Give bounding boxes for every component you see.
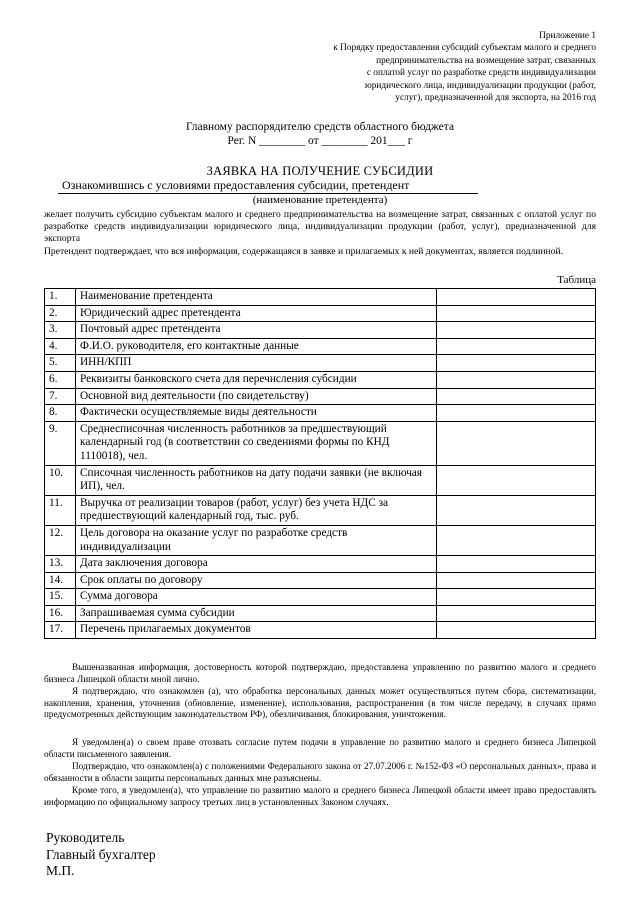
row-value-cell[interactable] (437, 338, 596, 355)
table-row (45, 322, 596, 339)
appendix-line: Приложение 1 (539, 31, 596, 41)
table-row (45, 305, 596, 322)
addressee-line: Главному распорядителю средств областного бюджета (185, 121, 455, 133)
row-number: 14. (45, 572, 76, 589)
table-row (45, 371, 596, 388)
row-label: Срок оплаты по договору (76, 572, 437, 589)
post-paragraph-1: Вышеназванная информация, достоверность которой подтверждаю, предоставлена управлению по развитию малого и среднего бизнеса Липецкой области мной лично. (44, 662, 596, 684)
row-value-cell[interactable] (437, 405, 596, 422)
row-value-cell[interactable] (437, 355, 596, 372)
row-value-cell[interactable] (437, 388, 596, 405)
row-number: 13. (45, 556, 76, 573)
appendix-line: юридического лица, индивидуализации продукции (работ, (364, 80, 596, 91)
row-value-cell[interactable] (437, 465, 596, 495)
table-row (45, 338, 596, 355)
appendix-header (266, 30, 596, 104)
row-number: 15. (45, 589, 76, 606)
intro-text: Ознакомившись с условиями предоставления субсидии, претендент (62, 178, 410, 192)
registration-line: Рег. N ________ от ________ 201___ г (227, 135, 413, 147)
row-value-cell[interactable] (437, 371, 596, 388)
row-label: Запрашиваемая сумма субсидии (76, 605, 437, 622)
row-value-cell[interactable] (437, 305, 596, 322)
post-paragraph-5: Кроме того, я уведомлен(а), что управление по развитию малого и среднего бизнеса Липецкой области имеет право предоставлять информацию по официальному запросу третьих лиц в установленных Законом случаях. (44, 785, 596, 807)
row-value-cell[interactable] (437, 421, 596, 465)
row-label: Юридический адрес претендента (76, 305, 437, 322)
row-value-cell[interactable] (437, 605, 596, 622)
head-signature-label: Руководитель (46, 830, 125, 845)
row-label: ИНН/КПП (76, 355, 437, 372)
row-label: Цель договора на оказание услуг по разработке средств индивидуализации (76, 525, 437, 555)
row-number: 4. (45, 338, 76, 355)
row-label: Фактически осуществляемые виды деятельности (76, 405, 437, 422)
appendix-line: предпринимательства на возмещение затрат, связанных (376, 55, 596, 66)
signatures-block (46, 830, 156, 880)
row-number: 2. (45, 305, 76, 322)
table-row (45, 405, 596, 422)
desire-paragraph: желает получить субсидию субъектам малого и среднего предпринимательства на возмещение затрат, связанных с оплатой услуг по разработке средств индивидуализации юридического лица, индивидуализации продукции (работ, услуг), предназначенной для экспорта (44, 209, 596, 244)
row-label: Наименование претендента (76, 289, 437, 306)
row-number: 7. (45, 388, 76, 405)
row-number: 17. (45, 622, 76, 639)
row-value-cell[interactable] (437, 589, 596, 606)
table-row (45, 525, 596, 555)
row-value-cell[interactable] (437, 289, 596, 306)
table-row (45, 622, 596, 639)
table-row (45, 589, 596, 606)
row-number: 3. (45, 322, 76, 339)
table-row (45, 605, 596, 622)
post-paragraph-3: Я уведомлен(а) о своем праве отозвать согласие путем подачи в управление по развитию малого и среднего бизнеса Липецкой области письменного заявления. (44, 737, 596, 759)
appendix-line: услуг), предназначенной для экспорта, на 2016 год (395, 93, 596, 104)
table-row (45, 495, 596, 525)
table-row (45, 465, 596, 495)
applicant-name-caption: (наименование претендента) (252, 194, 388, 206)
table-row (45, 355, 596, 372)
confirm-paragraph: Претендент подтверждает, что вся информация, содержащаяся в заявке и прилагаемых к ней документах, является подлинной. (44, 246, 564, 257)
appendix-line: с оплатой услуг по разработке средств индивидуализации (366, 68, 596, 79)
row-number: 8. (45, 405, 76, 422)
table-row (45, 572, 596, 589)
accountant-signature-label: Главный бухгалтер (46, 846, 156, 862)
table-label: Таблица (557, 274, 596, 286)
table-row (45, 556, 596, 573)
table-row (45, 421, 596, 465)
table-row (45, 289, 596, 306)
document-title: ЗАЯВКА НА ПОЛУЧЕНИЕ СУБСИДИИ (206, 164, 434, 178)
row-value-cell[interactable] (437, 572, 596, 589)
row-label: Среднесписочная численность работников за предшествующий календарный год (в соответствии со сведениями формы по КНД 1110018), чел. (76, 421, 437, 465)
row-label: Почтовый адрес претендента (76, 322, 437, 339)
application-table (44, 288, 596, 639)
row-number: 12. (45, 525, 76, 555)
appendix-line: к Порядку предоставления субсидий субъектам малого и среднего (333, 43, 596, 54)
row-label: Перечень прилагаемых документов (76, 622, 437, 639)
row-label: Реквизиты банковского счета для перечисления субсидии (76, 371, 437, 388)
row-label: Сумма договора (76, 589, 437, 606)
row-number: 16. (45, 605, 76, 622)
intro-line (58, 178, 478, 194)
row-label: Дата заключения договора (76, 556, 437, 573)
row-label: Выручка от реализации товаров (работ, услуг) без учета НДС за предшествующий календарный год, тыс. руб. (76, 495, 437, 525)
row-number: 9. (45, 421, 76, 465)
row-number: 11. (45, 495, 76, 525)
row-value-cell[interactable] (437, 622, 596, 639)
row-value-cell[interactable] (437, 525, 596, 555)
table-row (45, 388, 596, 405)
row-value-cell[interactable] (437, 495, 596, 525)
post-paragraph-4: Подтверждаю, что ознакомлен(а) с положениями Федерального закона от 27.07.2006 г. №152-ФЗ «О персональных данных», права и обязанности в области защиты персональных данных мне разъяснены. (44, 761, 596, 783)
row-label: Основной вид деятельности (по свидетельству) (76, 388, 437, 405)
row-label: Ф.И.О. руководителя, его контактные данные (76, 338, 437, 355)
row-number: 6. (45, 371, 76, 388)
post-paragraph-2: Я подтверждаю, что ознакомлен (а), что обработка персональных данных может осуществляться путем сбора, систематизации, накопления, хранения, уточнения (обновление, изменение), использования, распространения (в том числе передачу, в случаях прямо предусмотренных действующим законодательством РФ), обезличивания, блокирования, уничтожения. (44, 686, 596, 720)
row-number: 1. (45, 289, 76, 306)
row-number: 10. (45, 465, 76, 495)
row-value-cell[interactable] (437, 556, 596, 573)
row-label: Списочная численность работников на дату подачи заявки (не включая ИП), чел. (76, 465, 437, 495)
row-number: 5. (45, 355, 76, 372)
stamp-label: М.П. (46, 863, 75, 878)
row-value-cell[interactable] (437, 322, 596, 339)
